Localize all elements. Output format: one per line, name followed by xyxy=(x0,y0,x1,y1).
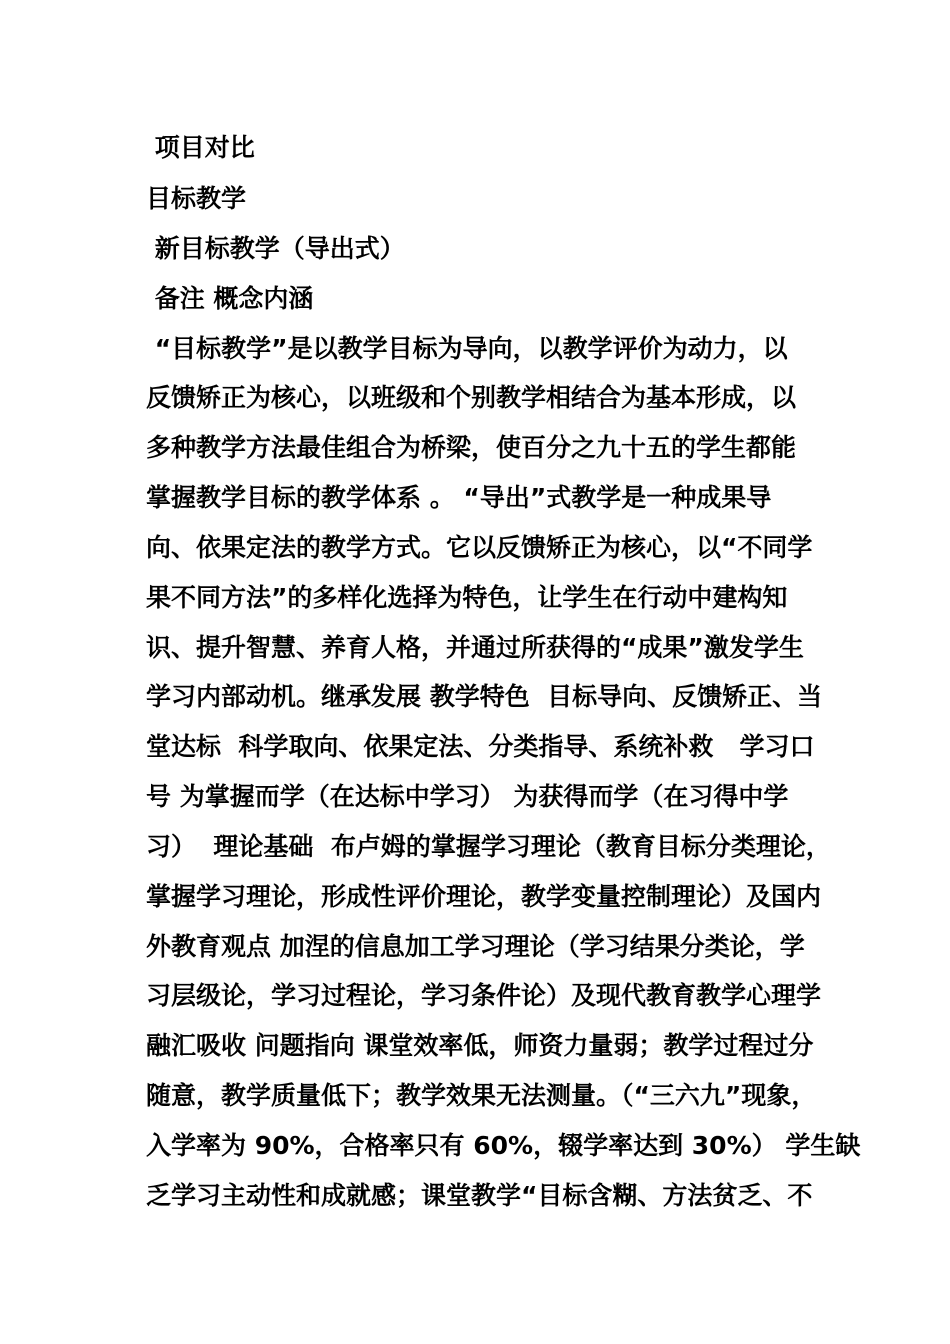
heading-target-teaching: 目标教学 xyxy=(146,184,247,213)
body-text-line: 随意，教学质量低下；教学效果无法测量。（“三六九”现象， xyxy=(146,1081,817,1110)
body-text-line: 多种教学方法最佳组合为桥梁，使百分之九十五的学生都能 xyxy=(146,433,797,462)
body-text-line: 识、提升智慧、养育人格，并通过所获得的“成果”激发学生 xyxy=(146,633,804,662)
body-text-line: 反馈矫正为核心，以班级和个别教学相结合为基本形成，以 xyxy=(146,383,797,412)
body-text-line: 掌握教学目标的教学体系 。 “导出”式教学是一种成果导 xyxy=(146,483,772,512)
body-text-line: 乏学习主动性和成就感；课堂教学“目标含糊、方法贫乏、不 xyxy=(146,1181,813,1210)
body-text-line: 果不同方法”的多样化选择为特色，让学生在行动中建构知 xyxy=(146,583,788,612)
body-text-line: 入学率为 90%，合格率只有 60%，辍学率达到 30%） 学生缺 xyxy=(146,1131,861,1160)
heading-notes-concept: 备注 概念内涵 xyxy=(146,284,314,313)
body-text-line: 习） 理论基础 布卢姆的掌握学习理论（教育目标分类理论， xyxy=(146,832,831,861)
body-text-line: 向、依果定法的教学方式。它以反馈矫正为核心，以“不同学 xyxy=(146,533,813,562)
body-text-line: 融汇吸收 问题指向 课堂效率低，师资力量弱；教学过程过分 xyxy=(146,1031,814,1060)
body-text-line: “目标教学”是以教学目标为导向，以教学评价为动力，以 xyxy=(146,334,788,363)
heading-new-target-teaching: 新目标教学（导出式） xyxy=(146,234,405,263)
body-text-line: 掌握学习理论，形成性评价理论，教学变量控制理论）及国内 xyxy=(146,882,822,911)
heading-project-comparison: 项目对比 xyxy=(146,133,255,162)
body-text-line: 学习内部动机。继承发展 教学特色 目标导向、反馈矫正、当 xyxy=(146,682,823,711)
body-text-line: 号 为掌握而学（在达标中学习） 为获得而学（在习得中学 xyxy=(146,782,789,811)
body-text-line: 外教育观点 加涅的信息加工学习理论（学习结果分类论，学 xyxy=(146,932,805,961)
body-text-line: 习层级论，学习过程论，学习条件论）及现代教育教学心理学 xyxy=(146,981,822,1010)
body-text-line: 堂达标 科学取向、依果定法、分类指导、系统补救 学习口 xyxy=(146,732,815,761)
